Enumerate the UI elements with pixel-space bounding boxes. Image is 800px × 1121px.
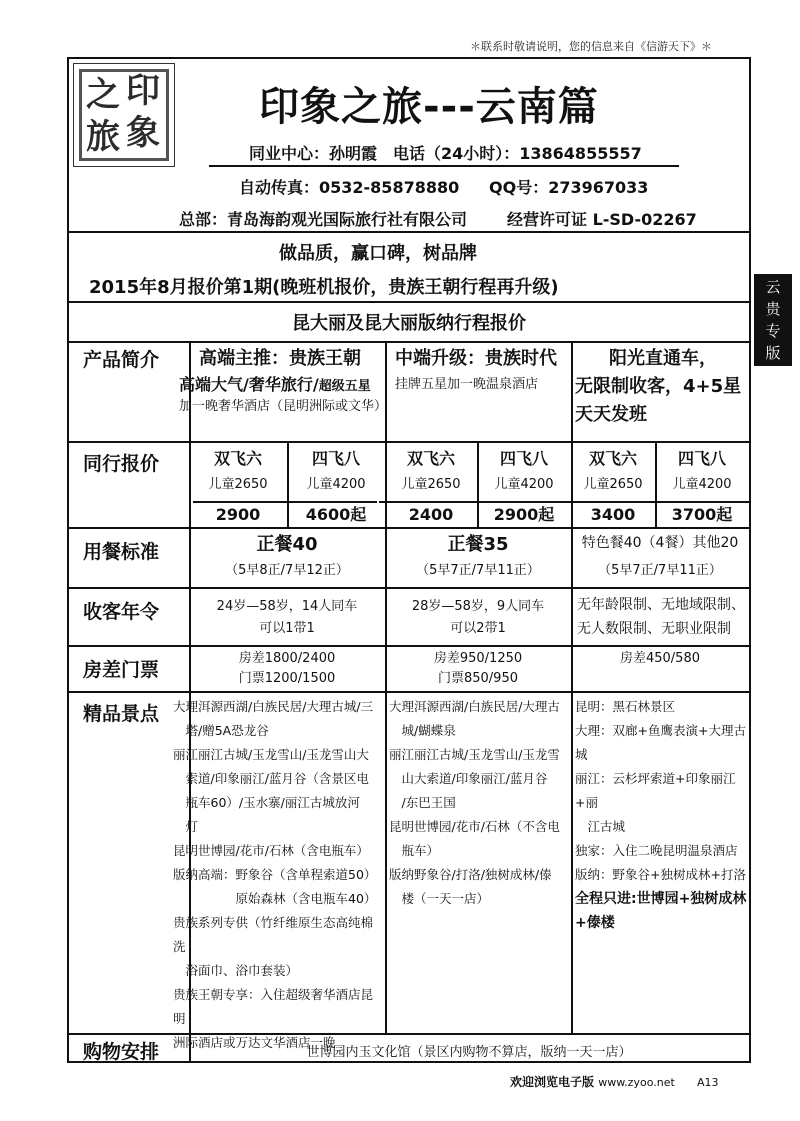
meal-detail: （5早7正/7早11正） bbox=[416, 563, 540, 578]
child-price: 儿童4200 bbox=[306, 477, 366, 492]
spot-line: 丽江丽江古城/玉龙雪山/玉龙雪 bbox=[389, 747, 560, 762]
divider bbox=[69, 231, 749, 233]
logo-char: 之 bbox=[86, 75, 120, 115]
product-desc bbox=[179, 373, 379, 397]
ticket-price: 门票1200/1500 bbox=[238, 671, 336, 686]
table-rule bbox=[69, 691, 749, 693]
footer-text: 欢迎浏览电子版 bbox=[510, 1075, 595, 1089]
child-price: 儿童4200 bbox=[672, 477, 732, 492]
product-desc-main: 高端大气/奢华旅行/ bbox=[179, 375, 319, 394]
room-diff: 房差450/580 bbox=[619, 651, 700, 666]
page-title: 印象之旅---云南篇 bbox=[259, 84, 599, 130]
room-diff: 房差950/1250 bbox=[433, 651, 523, 666]
spots-list bbox=[575, 695, 747, 935]
product-title: 天天发班 bbox=[575, 404, 647, 425]
adult-price: 4600起 bbox=[305, 505, 367, 524]
spot-line: 山大索道/印象丽江/蓝月谷 bbox=[389, 771, 548, 786]
meal-standard: 正餐35 bbox=[447, 534, 509, 555]
price-option: 四飞八 bbox=[311, 449, 360, 468]
product-title: 无限制收客，4+5星 bbox=[575, 376, 742, 397]
row-label: 购物安排 bbox=[83, 1041, 160, 1063]
spot-line: 版纳：野象谷+独树成林+打洛 bbox=[575, 867, 746, 882]
price-option: 双飞六 bbox=[406, 449, 455, 468]
spot-line: 大理洱源西湖/白族民居/大理古城/三 bbox=[173, 699, 374, 714]
spot-line: /东巴王国 bbox=[389, 795, 456, 810]
age-rule: 28岁—58岁，9人同车 bbox=[411, 599, 545, 614]
row-label: 精品景点 bbox=[83, 703, 160, 725]
meal-standard: 特色餐40（4餐）其他20 bbox=[581, 535, 739, 551]
table-rule bbox=[69, 645, 749, 647]
age-rule: 无年龄限制、无地域限制、 bbox=[577, 597, 745, 613]
table-rule bbox=[69, 441, 749, 443]
price-option: 双飞六 bbox=[588, 449, 637, 468]
side-tab-char: 云 bbox=[765, 278, 781, 296]
logo-char: 旅 bbox=[86, 117, 120, 157]
table-rule bbox=[69, 1033, 749, 1035]
spot-line: 贵族王朝专享：入住超级奢华酒店昆明 bbox=[173, 987, 374, 1026]
side-tab-char: 专 bbox=[765, 322, 781, 340]
age-rule: 可以1带1 bbox=[259, 621, 315, 636]
spot-line: +傣楼 bbox=[575, 915, 615, 931]
spot-line: 版纳高端：野象谷（含单程索道50） bbox=[173, 867, 377, 882]
product-desc-line: 挂牌五星加一晚温泉酒店 bbox=[395, 377, 539, 392]
side-tab-char: 版 bbox=[765, 344, 781, 362]
spot-line: 大理：双廊+鱼鹰表演+大理古城 bbox=[575, 723, 746, 762]
child-price: 儿童4200 bbox=[494, 477, 554, 492]
spot-line: 大理洱源西湖/白族民居/大理古 bbox=[389, 699, 560, 714]
product-title: 高端主推：贵族王朝 bbox=[199, 348, 361, 369]
price-option: 四飞八 bbox=[677, 449, 726, 468]
price-option: 双飞六 bbox=[213, 449, 262, 468]
spots-list bbox=[173, 695, 383, 1055]
child-price: 儿童2650 bbox=[401, 477, 461, 492]
side-tab bbox=[754, 274, 792, 366]
divider bbox=[209, 165, 679, 167]
side-tab-char: 贵 bbox=[765, 300, 781, 318]
spot-line: 洲际酒店或万达文华酒店一晚 bbox=[173, 1035, 336, 1050]
age-rule: 无人数限制、无职业限制 bbox=[577, 621, 731, 637]
spot-line: 江古城 bbox=[575, 819, 626, 834]
spot-line: 塔/赠5A恐龙谷 bbox=[173, 723, 269, 738]
spot-line: 昆明世博园/花市/石林（含电瓶车） bbox=[173, 843, 369, 858]
spot-line: 瓶车） bbox=[389, 843, 440, 858]
product-desc-small: 超级五星 bbox=[318, 379, 371, 394]
spot-line: 独家：入住二晚昆明温泉酒店 bbox=[575, 843, 738, 858]
qq-line: QQ号：273967033 bbox=[489, 178, 649, 197]
row-label: 房差门票 bbox=[83, 659, 160, 681]
adult-price: 3700起 bbox=[671, 505, 733, 524]
page-frame bbox=[67, 57, 751, 1063]
row-label: 同行报价 bbox=[83, 453, 160, 475]
table-rule bbox=[571, 341, 573, 1033]
hq-line: 总部：青岛海韵观光国际旅行社有限公司 bbox=[179, 210, 468, 229]
spot-line: 昆明世博园/花市/石林（不含电 bbox=[389, 819, 560, 834]
product-desc-line: 加一晚奢华酒店（昆明洲际或文华） bbox=[179, 399, 388, 414]
spot-line: 浴面巾、浴巾套装） bbox=[173, 963, 299, 978]
spot-line: 丽江：云杉坪索道+印象丽江+丽 bbox=[575, 771, 736, 810]
price-option: 四飞八 bbox=[499, 449, 548, 468]
child-price: 儿童2650 bbox=[208, 477, 268, 492]
child-price: 儿童2650 bbox=[583, 477, 643, 492]
age-rule: 24岁—58岁，14人同车 bbox=[216, 599, 358, 614]
meal-standard: 正餐40 bbox=[256, 534, 318, 555]
adult-price: 2900起 bbox=[493, 505, 555, 524]
age-rule: 可以2带1 bbox=[450, 621, 506, 636]
product-title: 阳光直通车， bbox=[609, 348, 717, 369]
room-diff: 房差1800/2400 bbox=[238, 651, 336, 666]
section-title: 昆大丽及昆大丽版纳行程报价 bbox=[292, 313, 526, 334]
shopping-info: 世博园内玉文化馆（景区内购物不算店，版纳一天一店） bbox=[306, 1045, 632, 1060]
spot-line: 索道/印象丽江/蓝月谷（含景区电 bbox=[173, 771, 369, 786]
spot-line: 昆明：黑石林景区 bbox=[575, 699, 676, 714]
fax-line: 自动传真：0532-85878880 bbox=[239, 178, 460, 197]
row-label: 产品简介 bbox=[83, 349, 160, 371]
divider bbox=[69, 301, 749, 303]
spot-line: 灯 bbox=[173, 819, 199, 834]
issue-line: 2015年8月报价第1期(晚班机报价，贵族王朝行程再升级) bbox=[89, 277, 559, 298]
ticket-price: 门票850/950 bbox=[437, 671, 518, 686]
spot-line: 版纳野象谷/打洛/独树成林/傣 bbox=[389, 867, 552, 882]
footer bbox=[510, 1073, 719, 1090]
row-label: 收客年令 bbox=[83, 601, 160, 623]
spot-line: 丽江丽江古城/玉龙雪山/玉龙雪山大 bbox=[173, 747, 369, 762]
contact-line: 同业中心：孙明霞 电话（24小时）：13864855557 bbox=[249, 144, 642, 163]
page-number: A13 bbox=[696, 1076, 719, 1089]
footer-url[interactable]: www.zyoo.net bbox=[598, 1076, 675, 1089]
logo-char: 象 bbox=[126, 113, 160, 153]
meal-detail: （5早7正/7早11正） bbox=[598, 563, 722, 578]
adult-price: 2400 bbox=[408, 505, 454, 524]
meal-detail: （5早8正/7早12正） bbox=[225, 563, 349, 578]
adult-price: 3400 bbox=[590, 505, 636, 524]
table-rule bbox=[69, 341, 749, 343]
spot-line: 楼（一天一店） bbox=[389, 891, 490, 906]
logo bbox=[73, 63, 175, 167]
spot-line: 城/蝴蝶泉 bbox=[389, 723, 456, 738]
license-line: 经营许可证 L-SD-02267 bbox=[507, 210, 697, 229]
table-rule bbox=[69, 527, 749, 529]
spot-line: 贵族系列专供（竹纤维原生态高纯棉洗 bbox=[173, 915, 374, 954]
price-table bbox=[69, 341, 749, 1063]
motto: 做品质，赢口碑，树品牌 bbox=[279, 243, 477, 264]
adult-price: 2900 bbox=[215, 505, 261, 524]
row-label: 用餐标准 bbox=[83, 541, 160, 563]
product-title: 中端升级：贵族时代 bbox=[395, 348, 557, 369]
table-rule bbox=[69, 587, 749, 589]
logo-char: 印 bbox=[126, 71, 160, 111]
spot-line: 全程只进:世博园+独树成林 bbox=[575, 891, 747, 907]
top-note: ＊联系时敬请说明，您的信息来自《信游天下》＊ bbox=[470, 40, 712, 53]
spots-list bbox=[389, 695, 569, 911]
spot-line: 原始森林（含电瓶车40） bbox=[173, 891, 377, 906]
spot-line: 瓶车60）/玉水寨/丽江古城放河 bbox=[173, 795, 360, 810]
